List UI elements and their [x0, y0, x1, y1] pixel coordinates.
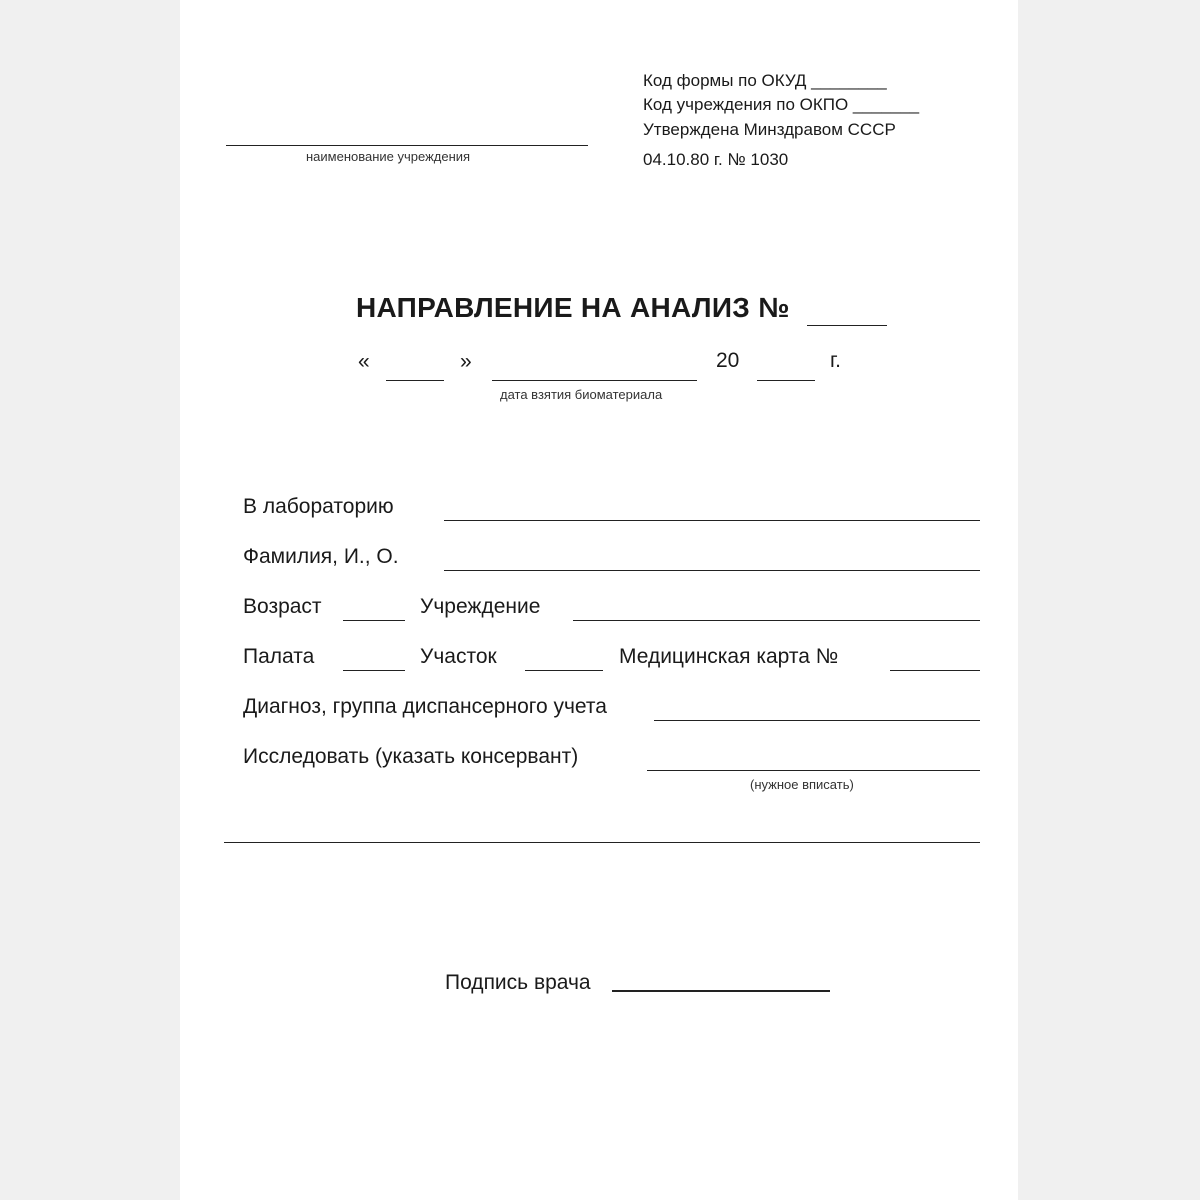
institution-line[interactable] [573, 620, 980, 621]
full-name-label: Фамилия, И., О. [243, 545, 399, 568]
okud-code-label: Код формы по ОКУД ________ [643, 71, 887, 90]
medical-card-line[interactable] [890, 670, 980, 671]
laboratory-label: В лабораторию [243, 495, 394, 518]
district-line[interactable] [525, 670, 603, 671]
month-line[interactable] [492, 380, 697, 381]
approved-by-label: Утверждена Минздравом СССР [643, 120, 896, 139]
date-caption: дата взятия биоматериала [500, 387, 663, 402]
district-label: Участок [420, 645, 497, 668]
full-name-line[interactable] [444, 570, 980, 571]
year-line[interactable] [757, 380, 815, 381]
form-title: НАПРАВЛЕНИЕ НА АНАЛИЗ № [356, 292, 790, 323]
investigate-line[interactable] [647, 770, 980, 771]
doctor-signature-line[interactable] [612, 990, 830, 992]
day-line[interactable] [386, 380, 444, 381]
okpo-code-label: Код учреждения по ОКПО _______ [643, 95, 920, 114]
laboratory-line[interactable] [444, 520, 980, 521]
additional-notes-line[interactable] [224, 842, 980, 843]
ward-label: Палата [243, 645, 315, 668]
institution-name-line[interactable] [226, 145, 588, 146]
century-label: 20 [716, 349, 740, 372]
investigate-caption: (нужное вписать) [750, 777, 854, 792]
date-close-quote: » [460, 350, 472, 373]
age-line[interactable] [343, 620, 405, 621]
form-page [180, 0, 1018, 1200]
diagnosis-label: Диагноз, группа диспансерного учета [243, 695, 607, 718]
analysis-number-line[interactable] [807, 325, 887, 326]
institution-label: Учреждение [420, 595, 541, 618]
ward-line[interactable] [343, 670, 405, 671]
date-open-quote: « [358, 350, 370, 373]
approved-date-label: 04.10.80 г. № 1030 [643, 150, 789, 169]
age-label: Возраст [243, 595, 322, 618]
year-suffix-label: г. [830, 349, 841, 372]
doctor-signature-label: Подпись врача [445, 971, 591, 994]
medical-card-label: Медицинская карта № [619, 645, 839, 668]
diagnosis-line[interactable] [654, 720, 980, 721]
investigate-label: Исследовать (указать консервант) [243, 745, 579, 768]
institution-name-caption: наименование учреждения [306, 149, 471, 164]
